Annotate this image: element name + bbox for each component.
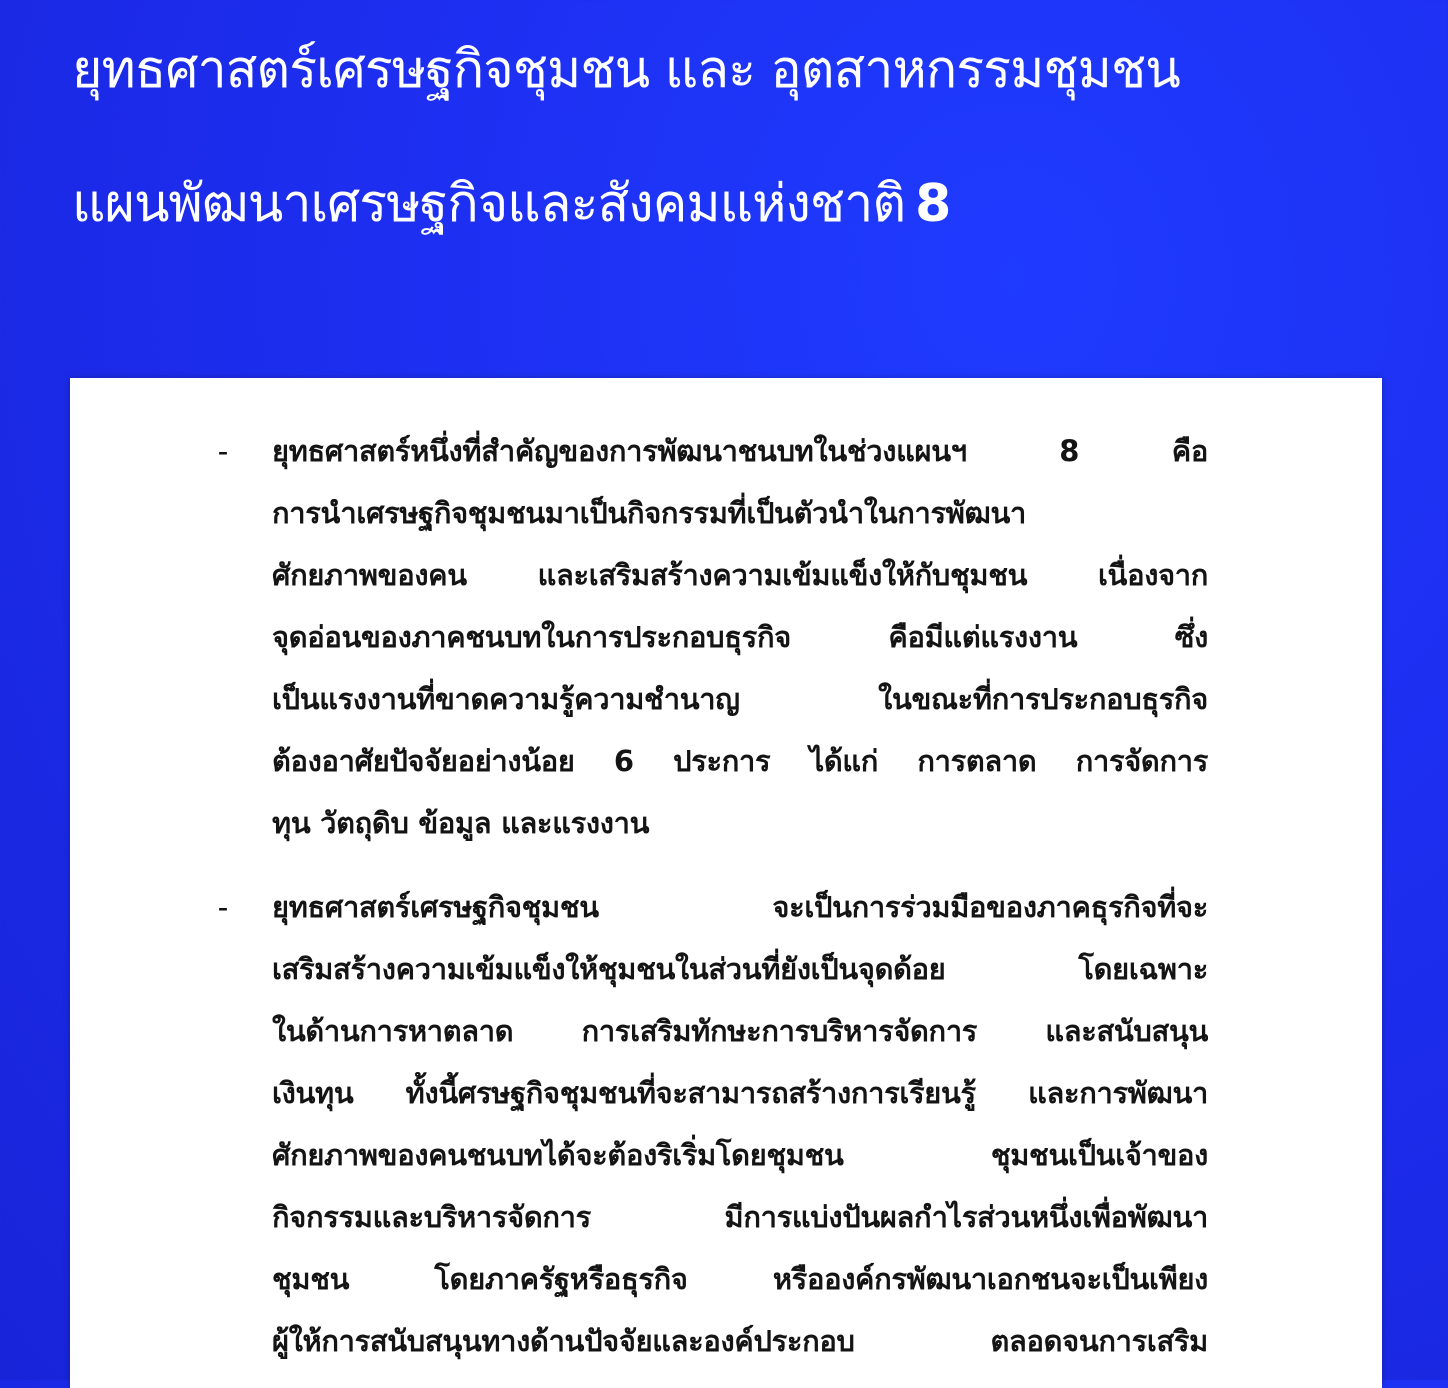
document-body (218, 420, 1208, 1388)
paragraph-line: ยุทธศาสตร์เศรษฐกิจชุมชน จะเป็นการร่วมมือของภาคธุรกิจที่จะ (272, 890, 1208, 924)
bullet-dash: - (218, 434, 228, 467)
paragraph-line: ศักยภาพของคน และเสริมสร้างความเข้มแข็งให้กับชุมชน เนื่องจาก (272, 558, 1208, 592)
paragraph-line: เสริมสร้างความเข้มแข็งให้ชุมชนในส่วนที่ยังเป็นจุดด้อย โดยเฉพาะ (272, 952, 1208, 986)
bullet-dash: - (218, 890, 228, 923)
title-line-2: แผนพัฒนาเศรษฐกิจและสังคมแห่งชาติ (72, 174, 906, 234)
document-page (70, 378, 1382, 1388)
paragraph-line: ยุทธศาสตร์หนึ่งที่สำคัญของการพัฒนาชนบทในช่วงแผนฯ 8 คือ (272, 434, 1208, 468)
page-subtitle (72, 166, 1412, 242)
paragraph-line: เป็นแรงงานที่ขาดความรู้ความชำนาญ ในขณะที่การประกอบธุรกิจ (272, 682, 1208, 716)
title-line-1: ยุทธศาสตร์เศรษฐกิจชุมชน และ อุตสาหกรรมชุมชน (72, 40, 1180, 100)
paragraph-line: เงินทุน ทั้งนี้ศรษฐกิจชุมชนที่จะสามารถสร้างการเรียนรู้ และการพัฒนา (272, 1076, 1208, 1110)
paragraph-line: การนำเศรษฐกิจชุมชนมาเป็นกิจกรรมที่เป็นตัวนำในการพัฒนา (272, 496, 1027, 530)
header (72, 32, 1412, 242)
plan-number: 8 (915, 174, 951, 234)
paragraph-line: ทุน วัตถุดิบ ข้อมูล และแรงงาน (272, 806, 650, 840)
paragraph-line: กิจกรรมและบริหารจัดการ มีการแบ่งปันผลกำไรส่วนหนึ่งเพื่อพัฒนา (272, 1200, 1208, 1234)
paragraph-line: ชุมชน โดยภาครัฐหรือธุรกิจ หรือองค์กรพัฒนาเอกชนจะเป็นเพียง (272, 1262, 1208, 1296)
paragraph-line: ศักยภาพของคนชนบทได้จะต้องริเริ่มโดยชุมชน ชุมชนเป็นเจ้าของ (272, 1138, 1208, 1172)
paragraph-1 (218, 420, 1208, 854)
paragraph-line: ผู้ให้การสนับสนุนทางด้านปัจจัยและองค์ประกอบ ตลอดจนการเสริม (272, 1324, 1208, 1358)
page-title (72, 32, 1412, 108)
paragraph-line: ในด้านการหาตลาด การเสริมทักษะการบริหารจัดการ และสนับสนุน (272, 1014, 1208, 1048)
paragraph-line: ต้องอาศัยปัจจัยอย่างน้อย 6 ประการ ได้แก่ การตลาด การจัดการ (272, 744, 1208, 778)
paragraph-line: จุดอ่อนของภาคชนบทในการประกอบธุรกิจ คือมีแต่แรงงาน ซึ่ง (272, 620, 1208, 654)
paragraph-2 (218, 876, 1208, 1372)
